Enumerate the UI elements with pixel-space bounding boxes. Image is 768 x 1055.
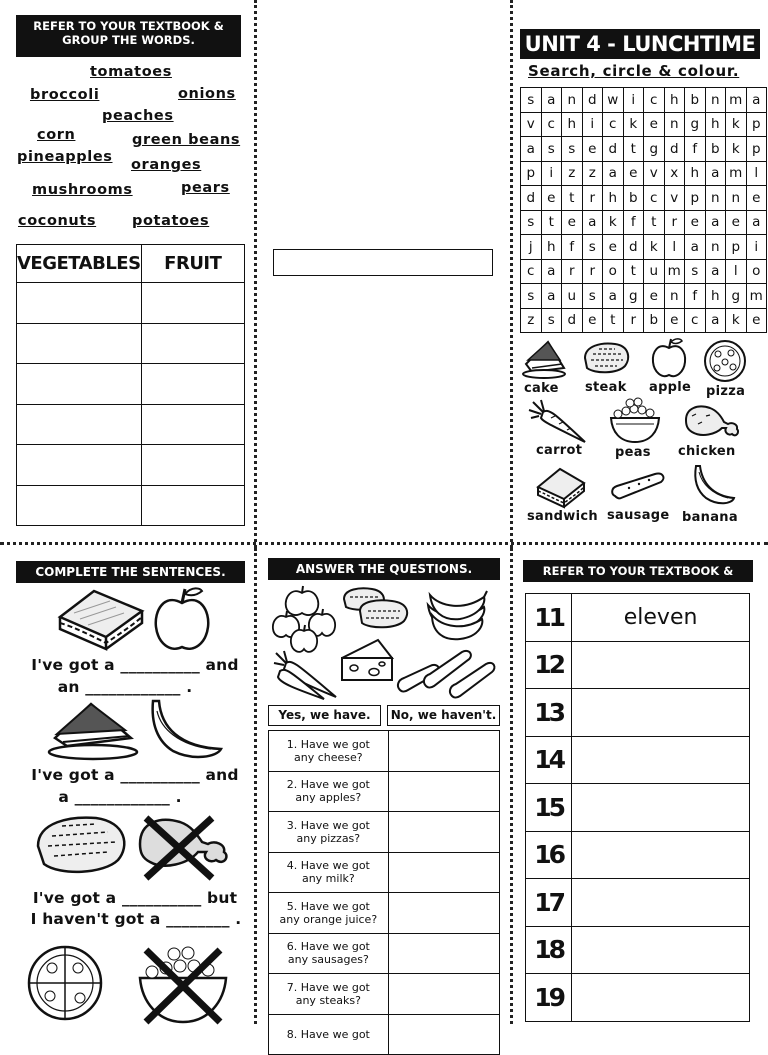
question-line-2: any orange juice? xyxy=(279,912,378,926)
word-search-letter[interactable]: a xyxy=(541,259,562,284)
word-search-letter[interactable]: j xyxy=(521,235,542,260)
word-search-row xyxy=(521,161,767,186)
numbers-table xyxy=(525,593,750,1022)
word-search-letter[interactable]: n xyxy=(664,112,685,137)
word-search-letter[interactable]: k xyxy=(623,112,644,137)
word-search-letter[interactable]: k xyxy=(603,210,624,235)
word-search-letter[interactable]: h xyxy=(541,235,562,260)
word-search-letter[interactable]: l xyxy=(664,235,685,260)
word-search-row xyxy=(521,235,767,260)
question-row xyxy=(269,933,500,974)
name-box[interactable] xyxy=(273,249,493,276)
fold-line-right-bottom xyxy=(510,548,513,1024)
chicken-leg-icon xyxy=(682,402,742,440)
answer-cell[interactable] xyxy=(388,893,499,934)
word-search-letter[interactable]: d xyxy=(521,186,542,211)
answer-cell[interactable] xyxy=(388,933,499,974)
vegetable-cell[interactable] xyxy=(17,404,142,445)
word-search-letter[interactable]: a xyxy=(521,137,542,162)
word-search-letter[interactable]: o xyxy=(746,259,767,284)
word-search-letter[interactable]: e xyxy=(582,137,603,162)
steaks-icon xyxy=(340,585,412,631)
fruit-cell[interactable] xyxy=(141,445,244,486)
word-search-letter[interactable]: a xyxy=(705,308,726,333)
fold-line-left-top xyxy=(254,0,257,548)
word-search-letter[interactable]: e xyxy=(603,235,624,260)
word-search-letter[interactable]: t xyxy=(623,259,644,284)
question-row xyxy=(269,852,500,893)
word-search-letter[interactable]: e xyxy=(562,210,583,235)
apple-icon xyxy=(650,336,688,380)
vegetables-fruit-table xyxy=(16,244,245,526)
cut-line-middle xyxy=(0,542,768,545)
no-we-havent-label: No, we haven't. xyxy=(387,705,500,726)
word-search-letter[interactable]: v xyxy=(664,186,685,211)
word-search-letter[interactable]: c xyxy=(541,112,562,137)
word-search-letter[interactable]: n xyxy=(705,186,726,211)
question-line-2: any milk? xyxy=(301,872,355,886)
vegetable-cell[interactable] xyxy=(17,445,142,486)
word-search-row xyxy=(521,137,767,162)
fruit-cell[interactable] xyxy=(141,283,244,324)
word-search-letter[interactable]: r xyxy=(664,210,685,235)
word-search-letter[interactable]: h xyxy=(664,88,685,113)
label-cake: cake xyxy=(524,381,559,396)
word-search-letter[interactable]: t xyxy=(644,210,665,235)
number-row xyxy=(526,594,750,642)
question-row xyxy=(269,974,500,1015)
bananas-icon xyxy=(424,585,488,641)
fruit-cell[interactable] xyxy=(141,404,244,445)
carrots-icon xyxy=(272,651,340,701)
label-chicken: chicken xyxy=(678,444,736,459)
word-search-letter[interactable]: m xyxy=(746,284,767,309)
sentence-2-line-1: I've got a __________ and xyxy=(31,766,239,784)
word-search-letter[interactable]: h xyxy=(603,186,624,211)
number-row xyxy=(526,736,750,784)
word-search-letter[interactable]: a xyxy=(685,235,706,260)
word-pineapples: pineapples xyxy=(17,149,113,165)
word-search-letter[interactable]: c xyxy=(521,259,542,284)
word-search-letter[interactable]: r xyxy=(623,308,644,333)
word-search-letter[interactable]: n xyxy=(562,88,583,113)
word-search-letter[interactable]: d xyxy=(664,137,685,162)
word-search-letter[interactable]: s xyxy=(541,308,562,333)
question-line-1: 6. Have we got xyxy=(286,940,370,954)
chicken-leg-crossed-icon xyxy=(134,812,238,882)
word-search-letter[interactable]: v xyxy=(521,112,542,137)
word-search-letter[interactable]: o xyxy=(603,259,624,284)
number-row xyxy=(526,879,750,927)
word-search-letter[interactable]: t xyxy=(603,308,624,333)
word-search-letter[interactable]: p xyxy=(521,161,542,186)
sentence-1-line-1: I've got a __________ and xyxy=(31,656,239,674)
word-search-letter[interactable]: b xyxy=(623,186,644,211)
word-search-letter[interactable]: s xyxy=(541,137,562,162)
cheese-icon xyxy=(338,636,396,684)
question-line-1: 1. Have we got xyxy=(286,737,370,751)
word-search-letter[interactable]: r xyxy=(582,186,603,211)
word-search-letter[interactable]: h xyxy=(562,112,583,137)
number-row xyxy=(526,689,750,737)
word-search-letter[interactable]: l xyxy=(726,259,747,284)
word-tomatoes: tomatoes xyxy=(90,64,172,80)
word-search-letter[interactable]: f xyxy=(685,284,706,309)
word-search-letter[interactable]: d xyxy=(603,137,624,162)
word-search-letter[interactable]: g xyxy=(644,137,665,162)
word-search-letter[interactable]: u xyxy=(562,284,583,309)
word-search-row xyxy=(521,186,767,211)
unit-title: UNIT 4 - LUNCHTIME xyxy=(520,29,760,59)
word-search-letter[interactable]: a xyxy=(541,88,562,113)
word-potatoes: potatoes xyxy=(132,213,210,229)
word-search-letter[interactable]: h xyxy=(705,112,726,137)
questions-table xyxy=(268,730,500,1055)
word-search-letter[interactable]: a xyxy=(705,259,726,284)
number-word-cell[interactable] xyxy=(572,784,750,832)
word-search-row xyxy=(521,210,767,235)
word-peaches: peaches xyxy=(102,108,174,124)
word-search-letter[interactable]: i xyxy=(623,88,644,113)
number-label: 15 xyxy=(526,784,572,832)
fruit-cell[interactable] xyxy=(141,485,244,526)
number-word-cell[interactable]: eleven xyxy=(572,594,750,642)
word-pears: pears xyxy=(181,180,230,196)
word-search-letter[interactable]: d xyxy=(562,308,583,333)
word-search-row xyxy=(521,284,767,309)
number-row xyxy=(526,926,750,974)
question-line-2: any sausages? xyxy=(287,953,369,967)
sausage-icon xyxy=(609,470,667,502)
label-apple: apple xyxy=(649,380,692,395)
word-search-letter[interactable]: m xyxy=(664,259,685,284)
word-search-letter[interactable]: g xyxy=(685,112,706,137)
word-search-letter[interactable]: s xyxy=(521,284,542,309)
carrot-icon xyxy=(527,400,587,444)
peas-crossed-icon xyxy=(136,944,230,1024)
word-broccoli: broccoli xyxy=(30,87,100,103)
word-search-letter[interactable]: c xyxy=(644,186,665,211)
word-search-letter[interactable]: s xyxy=(685,259,706,284)
word-search-row xyxy=(521,308,767,333)
fruit-cell[interactable] xyxy=(141,364,244,405)
number-label: 13 xyxy=(526,689,572,737)
word-search-letter[interactable]: a xyxy=(746,210,767,235)
cake-icon xyxy=(522,338,568,380)
word-search-letter[interactable]: l xyxy=(746,161,767,186)
word-search-letter[interactable]: m xyxy=(726,161,747,186)
question-line-2: any steaks? xyxy=(295,993,361,1007)
word-search-letter[interactable]: w xyxy=(603,88,624,113)
question-text xyxy=(269,974,389,1015)
sausages-icon xyxy=(396,640,498,702)
word-search-letter[interactable]: t xyxy=(541,210,562,235)
word-search-letter[interactable]: e xyxy=(664,308,685,333)
label-banana: banana xyxy=(682,510,738,525)
word-search-letter[interactable]: f xyxy=(685,137,706,162)
word-search-letter[interactable]: g xyxy=(623,284,644,309)
question-text xyxy=(269,1014,389,1055)
word-search-letter[interactable]: z xyxy=(562,161,583,186)
banana-icon xyxy=(688,462,738,506)
word-search-letter[interactable]: f xyxy=(623,210,644,235)
word-search-letter[interactable]: a xyxy=(705,161,726,186)
word-search-letter[interactable]: t xyxy=(623,137,644,162)
fold-line-right-top xyxy=(510,0,513,548)
word-green-beans: green beans xyxy=(132,132,241,148)
word-search-row xyxy=(521,112,767,137)
word-search-letter[interactable]: b xyxy=(644,308,665,333)
label-pizza: pizza xyxy=(706,384,746,399)
word-search-letter[interactable]: r xyxy=(582,259,603,284)
banana-icon xyxy=(143,697,225,761)
steak-icon xyxy=(581,340,633,376)
header-fruit: FRUIT xyxy=(141,245,244,283)
word-search-letter[interactable]: p xyxy=(746,112,767,137)
unit-instruction: Search, circle & colour. xyxy=(528,62,740,80)
vegetable-cell[interactable] xyxy=(17,323,142,364)
peas-icon xyxy=(608,398,662,444)
label-sausage: sausage xyxy=(607,508,670,523)
word-search-letter[interactable]: t xyxy=(562,186,583,211)
word-corn: corn xyxy=(37,127,76,143)
sandwich-icon xyxy=(534,465,590,509)
number-row xyxy=(526,974,750,1022)
number-label: 17 xyxy=(526,879,572,927)
word-search-letter[interactable]: k xyxy=(726,137,747,162)
word-search-letter[interactable]: z xyxy=(521,308,542,333)
word-mushrooms: mushrooms xyxy=(32,182,133,198)
word-search-letter[interactable]: k xyxy=(726,308,747,333)
word-search-letter[interactable]: e xyxy=(623,161,644,186)
question-text xyxy=(269,812,389,853)
sentence-3-line-2: I haven't got a ________ . xyxy=(30,910,242,928)
sentence-1-line-2: an ____________ . xyxy=(57,678,193,696)
answer-cell[interactable] xyxy=(388,1014,499,1055)
word-onions: onions xyxy=(178,86,236,102)
number-label: 18 xyxy=(526,926,572,974)
word-search-letter[interactable]: a xyxy=(603,161,624,186)
question-text xyxy=(269,893,389,934)
word-oranges: oranges xyxy=(131,157,202,173)
cake-icon xyxy=(47,698,139,762)
label-carrot: carrot xyxy=(536,443,583,458)
number-row xyxy=(526,784,750,832)
word-search-letter[interactable]: p xyxy=(726,235,747,260)
answer-questions-banner: ANSWER THE QUESTIONS. xyxy=(268,558,500,580)
number-word-cell[interactable] xyxy=(572,831,750,879)
word-search-letter[interactable]: f xyxy=(562,235,583,260)
question-row xyxy=(269,771,500,812)
apples-icon xyxy=(270,583,344,657)
question-line-2: any apples? xyxy=(295,791,362,805)
word-search-letter[interactable]: b xyxy=(705,137,726,162)
question-line-1: 7. Have we got xyxy=(286,980,370,994)
word-search-letter[interactable]: d xyxy=(582,88,603,113)
word-search-letter[interactable]: r xyxy=(562,259,583,284)
vegetable-cell[interactable] xyxy=(17,364,142,405)
word-search-letter[interactable]: e xyxy=(541,186,562,211)
word-search-letter[interactable]: m xyxy=(726,88,747,113)
question-row xyxy=(269,812,500,853)
word-search-letter[interactable]: c xyxy=(685,308,706,333)
word-search-letter[interactable]: i xyxy=(746,235,767,260)
number-row xyxy=(526,831,750,879)
word-search-letter[interactable]: p xyxy=(746,137,767,162)
word-search-letter[interactable]: e xyxy=(726,210,747,235)
word-search-letter[interactable]: e xyxy=(746,186,767,211)
word-search-letter[interactable]: k xyxy=(644,235,665,260)
question-line-1: 2. Have we got xyxy=(286,778,370,792)
word-search-letter[interactable]: p xyxy=(685,186,706,211)
word-search-letter[interactable]: s xyxy=(521,210,542,235)
sandwich-icon xyxy=(54,587,146,651)
number-label: 19 xyxy=(526,974,572,1022)
word-search-grid xyxy=(520,87,767,333)
group-words-banner: REFER TO YOUR TEXTBOOK & GROUP THE WORDS. xyxy=(16,15,241,57)
number-label: 12 xyxy=(526,641,572,689)
pizza-icon xyxy=(703,339,747,383)
word-search-letter[interactable]: e xyxy=(746,308,767,333)
word-search-letter[interactable]: u xyxy=(644,259,665,284)
vegetable-cell[interactable] xyxy=(17,283,142,324)
number-label: 16 xyxy=(526,831,572,879)
number-row xyxy=(526,641,750,689)
question-line-1: 8. Have we got xyxy=(286,1027,370,1041)
word-search-letter[interactable]: n xyxy=(664,284,685,309)
word-search-letter[interactable]: e xyxy=(582,308,603,333)
question-row xyxy=(269,1014,500,1055)
complete-sentences-banner: COMPLETE THE SENTENCES. xyxy=(16,561,245,583)
answer-cell[interactable] xyxy=(388,812,499,853)
sentence-2-line-2: a ____________ . xyxy=(58,788,182,806)
number-word-cell[interactable] xyxy=(572,736,750,784)
word-search-letter[interactable]: n xyxy=(705,88,726,113)
word-search-row xyxy=(521,259,767,284)
label-steak: steak xyxy=(585,380,627,395)
word-search-letter[interactable]: h xyxy=(705,284,726,309)
question-text xyxy=(269,771,389,812)
sentence-3-line-1: I've got a __________ but xyxy=(32,889,238,907)
label-sandwich: sandwich xyxy=(527,509,598,524)
answer-cell[interactable] xyxy=(388,731,499,772)
label-peas: peas xyxy=(615,445,651,460)
number-word-cell[interactable] xyxy=(572,641,750,689)
number-label: 14 xyxy=(526,736,572,784)
word-search-letter[interactable]: n xyxy=(705,235,726,260)
question-text xyxy=(269,933,389,974)
word-search-letter[interactable]: b xyxy=(685,88,706,113)
fold-line-left-bottom xyxy=(254,548,257,1024)
write-numbers-banner: REFER TO YOUR TEXTBOOK & WRITE. xyxy=(523,560,753,582)
number-word-cell[interactable] xyxy=(572,689,750,737)
question-row xyxy=(269,731,500,772)
answer-cell[interactable] xyxy=(388,974,499,1015)
word-search-letter[interactable]: h xyxy=(685,161,706,186)
question-text xyxy=(269,731,389,772)
pizza-icon xyxy=(26,944,104,1022)
word-search-letter[interactable]: c xyxy=(603,112,624,137)
word-search-letter[interactable]: c xyxy=(644,88,665,113)
answer-cell[interactable] xyxy=(388,771,499,812)
question-line-1: 5. Have we got xyxy=(286,899,370,913)
word-search-letter[interactable]: s xyxy=(562,137,583,162)
question-text xyxy=(269,852,389,893)
word-search-letter[interactable]: z xyxy=(582,161,603,186)
word-search-letter[interactable]: a xyxy=(603,284,624,309)
word-search-letter[interactable]: x xyxy=(664,161,685,186)
word-search-letter[interactable]: v xyxy=(644,161,665,186)
apple-icon xyxy=(152,585,212,655)
question-line-1: 3. Have we got xyxy=(286,818,370,832)
question-line-2: any cheese? xyxy=(294,750,363,764)
question-row xyxy=(269,893,500,934)
word-search-letter[interactable]: a xyxy=(541,284,562,309)
word-search-letter[interactable]: e xyxy=(644,284,665,309)
word-search-letter[interactable]: e xyxy=(644,112,665,137)
steak-icon xyxy=(32,812,134,878)
word-search-letter[interactable]: s xyxy=(582,235,603,260)
word-search-letter[interactable]: i xyxy=(582,112,603,137)
word-search-letter[interactable]: a xyxy=(582,210,603,235)
word-coconuts: coconuts xyxy=(18,213,97,229)
word-search-letter[interactable]: s xyxy=(521,88,542,113)
number-word-cell[interactable] xyxy=(572,974,750,1022)
word-search-letter[interactable]: g xyxy=(726,284,747,309)
word-search-letter[interactable]: a xyxy=(705,210,726,235)
word-search-letter[interactable]: s xyxy=(582,284,603,309)
question-line-2: any pizzas? xyxy=(296,831,361,845)
vegetable-cell[interactable] xyxy=(17,485,142,526)
answer-cell[interactable] xyxy=(388,852,499,893)
number-label: 11 xyxy=(526,594,572,642)
question-line-1: 4. Have we got xyxy=(286,859,370,873)
fruit-cell[interactable] xyxy=(141,323,244,364)
word-search-letter[interactable]: i xyxy=(541,161,562,186)
word-search-letter[interactable]: a xyxy=(746,88,767,113)
word-search-letter[interactable]: n xyxy=(726,186,747,211)
word-search-letter[interactable]: e xyxy=(685,210,706,235)
number-word-cell[interactable] xyxy=(572,926,750,974)
number-word-cell[interactable] xyxy=(572,879,750,927)
header-vegetables: VEGETABLES xyxy=(17,245,142,283)
yes-we-have-label: Yes, we have. xyxy=(268,705,381,726)
word-search-letter[interactable]: k xyxy=(726,112,747,137)
word-search-letter[interactable]: d xyxy=(623,235,644,260)
word-search-row xyxy=(521,88,767,113)
